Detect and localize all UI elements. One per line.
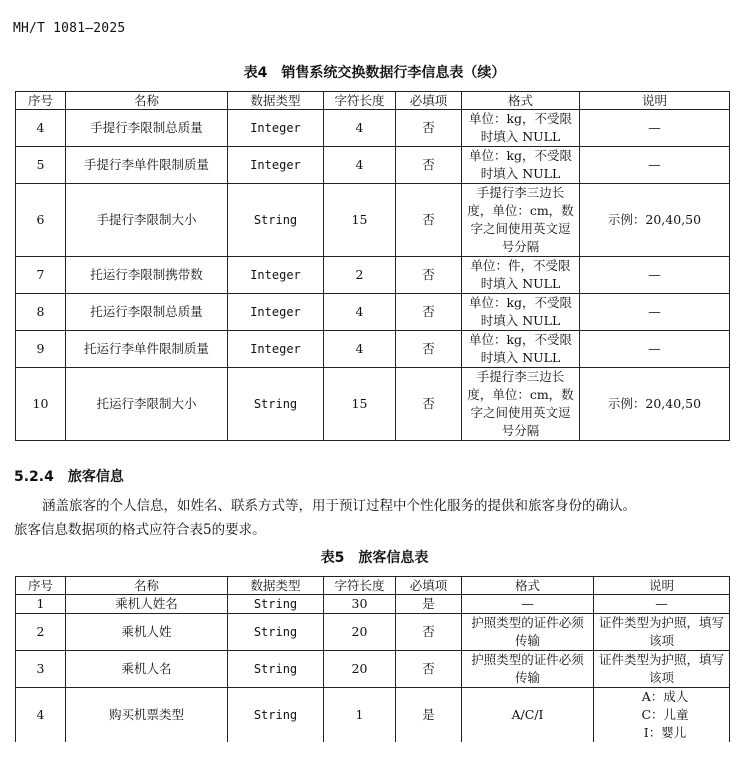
table-row (16, 294, 730, 331)
format-line: 字之间使用英文逗 (470, 221, 571, 236)
data-type: String (228, 184, 324, 257)
format-cell (462, 147, 580, 184)
required-flag: 否 (396, 614, 462, 651)
data-type: Integer (228, 110, 324, 147)
char-length: 30 (324, 595, 396, 614)
table4-caption: 表4 销售系统交换数据行李信息表（续） (243, 65, 506, 81)
field-name: 乘机人姓 (66, 614, 228, 651)
data-type: Integer (228, 257, 324, 294)
field-name: 手提行李限制大小 (66, 184, 228, 257)
data-type: Integer (228, 147, 324, 184)
format-line: 时填入 NULL (480, 166, 561, 181)
column-header: 说明 (580, 92, 730, 110)
format-cell (462, 614, 594, 651)
required-flag: 是 (396, 688, 462, 743)
format-line: 度，单位：cm，数 (467, 203, 574, 218)
note-option: A：成人 (641, 689, 689, 704)
data-type: Integer (228, 294, 324, 331)
required-flag: 否 (396, 331, 462, 368)
row-number: 2 (16, 614, 66, 651)
format-line: — (521, 596, 534, 611)
note-option: I：婴儿 (643, 725, 687, 740)
char-length: 4 (324, 331, 396, 368)
table-row (16, 595, 730, 614)
field-name: 手提行李单件限制质量 (66, 147, 228, 184)
section-title: 旅客信息 (67, 469, 124, 485)
format-cell (462, 184, 580, 257)
required-flag: 否 (396, 147, 462, 184)
field-name: 手提行李限制总质量 (66, 110, 228, 147)
column-header: 必填项 (396, 92, 462, 110)
format-line: 度，单位：cm，数 (467, 387, 574, 402)
required-flag: 否 (396, 651, 462, 688)
column-header: 格式 (462, 92, 580, 110)
format-cell (462, 331, 580, 368)
format-line: 字之间使用英文逗 (470, 405, 571, 420)
note-cell: 示例：20,40,50 (580, 368, 730, 441)
format-line: 护照类型的证件必须 (471, 652, 584, 667)
data-type: Integer (228, 331, 324, 368)
char-length: 4 (324, 294, 396, 331)
format-cell (462, 294, 580, 331)
note-cell: — (580, 110, 730, 147)
format-line: 号分隔 (501, 239, 540, 254)
char-length: 20 (324, 614, 396, 651)
required-flag: 否 (396, 257, 462, 294)
required-flag: 否 (396, 368, 462, 441)
format-line: 号分隔 (501, 423, 540, 438)
note-cell: 示例：20,40,50 (580, 184, 730, 257)
field-name: 托运行李限制携带数 (66, 257, 228, 294)
data-type: String (228, 651, 324, 688)
note-cell: — (594, 595, 730, 614)
column-header: 名称 (66, 577, 228, 595)
column-header: 字符长度 (324, 92, 396, 110)
data-type: String (228, 368, 324, 441)
format-line: 单位：kg，不受限 (468, 332, 573, 347)
format-cell (462, 110, 580, 147)
char-length: 4 (324, 110, 396, 147)
column-header: 名称 (66, 92, 228, 110)
row-number: 4 (16, 688, 66, 743)
note-option: C：儿童 (641, 707, 689, 722)
note-cell: — (580, 331, 730, 368)
format-cell (462, 257, 580, 294)
column-header: 数据类型 (228, 577, 324, 595)
column-header: 说明 (594, 577, 730, 595)
format-line: 单位：kg，不受限 (468, 148, 573, 163)
required-flag: 否 (396, 184, 462, 257)
char-length: 20 (324, 651, 396, 688)
data-type: String (228, 595, 324, 614)
field-name: 托运行李限制大小 (66, 368, 228, 441)
required-flag: 否 (396, 110, 462, 147)
column-header: 字符长度 (324, 577, 396, 595)
char-length: 2 (324, 257, 396, 294)
row-number: 10 (16, 368, 66, 441)
table-row (16, 257, 730, 294)
format-line: 护照类型的证件必须 (471, 615, 584, 630)
field-name: 乘机人姓名 (66, 595, 228, 614)
section-number: 5.2.4 (14, 469, 54, 485)
data-type: String (228, 614, 324, 651)
char-length: 4 (324, 147, 396, 184)
format-cell (462, 688, 594, 743)
table-row (16, 368, 730, 441)
field-name: 托运行李限制总质量 (66, 294, 228, 331)
table-row (16, 147, 730, 184)
row-number: 9 (16, 331, 66, 368)
format-cell (462, 651, 594, 688)
column-header: 格式 (462, 577, 594, 595)
table-header-row (16, 577, 730, 595)
row-number: 6 (16, 184, 66, 257)
format-line: 单位：kg，不受限 (468, 295, 573, 310)
section-paragraph (14, 494, 730, 542)
data-type: String (228, 688, 324, 743)
paragraph-line: 旅客信息数据项的格式应符合表5的要求。 (14, 522, 266, 538)
format-cell (462, 595, 594, 614)
table-header-row (16, 92, 730, 110)
document-code: MH/T 1081—2025 (13, 21, 126, 36)
format-line: 手提行李三边长 (476, 185, 565, 200)
note-cell: 证件类型为护照，填写该项 (594, 614, 730, 651)
required-flag: 是 (396, 595, 462, 614)
format-line: 手提行李三边长 (476, 369, 565, 384)
format-cell (462, 368, 580, 441)
column-header: 必填项 (396, 577, 462, 595)
char-length: 15 (324, 184, 396, 257)
table-row (16, 614, 730, 651)
table-row (16, 184, 730, 257)
field-name: 乘机人名 (66, 651, 228, 688)
format-line: 时填入 NULL (480, 313, 561, 328)
char-length: 15 (324, 368, 396, 441)
note-cell: 证件类型为护照，填写该项 (594, 651, 730, 688)
format-line: 单位：kg，不受限 (468, 111, 573, 126)
table-row (16, 688, 730, 743)
row-number: 4 (16, 110, 66, 147)
row-number: 3 (16, 651, 66, 688)
column-header: 序号 (16, 92, 66, 110)
section-heading (14, 466, 124, 486)
note-cell: — (580, 257, 730, 294)
format-line: 时填入 NULL (480, 350, 561, 365)
row-number: 8 (16, 294, 66, 331)
note-cell: — (580, 294, 730, 331)
baggage-info-table (15, 91, 730, 441)
note-cell (594, 688, 730, 743)
row-number: 7 (16, 257, 66, 294)
column-header: 数据类型 (228, 92, 324, 110)
format-line: 时填入 NULL (480, 129, 561, 144)
note-cell: — (580, 147, 730, 184)
table5-caption: 表5 旅客信息表 (320, 550, 429, 566)
table-row (16, 110, 730, 147)
field-name: 购买机票类型 (66, 688, 228, 743)
table-row (16, 331, 730, 368)
field-name: 托运行李单件限制质量 (66, 331, 228, 368)
paragraph-line: 涵盖旅客的个人信息，如姓名、联系方式等，用于预订过程中个性化服务的提供和旅客身份的确认。 (42, 498, 636, 514)
format-line: A/C/I (511, 707, 544, 722)
format-line: 时填入 NULL (480, 276, 561, 291)
passenger-info-table (15, 576, 730, 742)
required-flag: 否 (396, 294, 462, 331)
row-number: 5 (16, 147, 66, 184)
row-number: 1 (16, 595, 66, 614)
format-line: 单位：件，不受限 (470, 258, 571, 273)
format-line: 传输 (514, 670, 540, 685)
table-row (16, 651, 730, 688)
column-header: 序号 (16, 577, 66, 595)
char-length: 1 (324, 688, 396, 743)
format-line: 传输 (514, 633, 540, 648)
